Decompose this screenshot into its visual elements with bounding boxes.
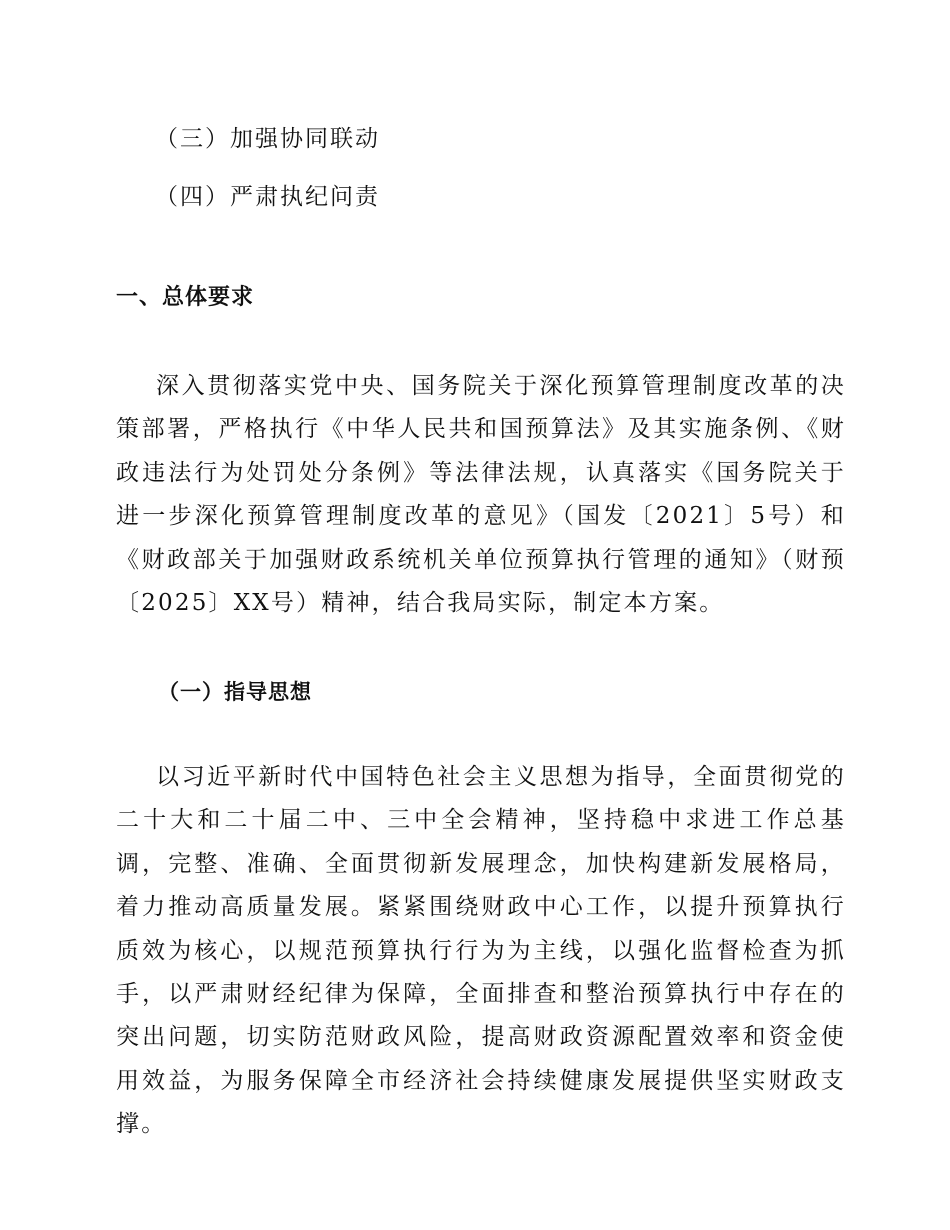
subsection-heading: （一）指导思想: [158, 680, 312, 704]
section-heading: 一、总体要求: [116, 285, 255, 310]
toc-item-4: （四）严肃执纪问责: [155, 184, 380, 210]
subsection-body-paragraph: 以习近平新时代中国特色社会主义思想为指导，全面贯彻党的二十大和二十届二中、三中全会精神，坚持稳中求进工作总基调，完整、准确、全面贯彻新发展理念，加快构建新发展格局，着力推动高质量发展。紧紧围绕财政中心工作，以提升预算执行质效为核心，以规范预算执行行为为主线，以强化监督检查为抓手，以严肃财经纪律为保障，全面排查和整治预算执行中存在的突出问题，切实防范财政风险，提高财政资源配置效率和资金使用效益，为服务保障全市经济社会持续健康发展提供坚实财政支撑。: [116, 764, 846, 1138]
section-intro-paragraph: 深入贯彻落实党中央、国务院关于深化预算管理制度改革的决策部署，严格执行《中华人民共和国预算法》及其实施条例、《财政违法行为处罚处分条例》等法律法规，认真落实《国务院关于进一步深化预算管理制度改革的意见》（国发〔2021〕5号）和《财政部关于加强财政系统机关单位预算执行管理的通知》（财预〔2025〕XX号）精神，结合我局实际，制定本方案。: [116, 373, 846, 617]
toc-item-3: （三）加强协同联动: [155, 126, 380, 152]
